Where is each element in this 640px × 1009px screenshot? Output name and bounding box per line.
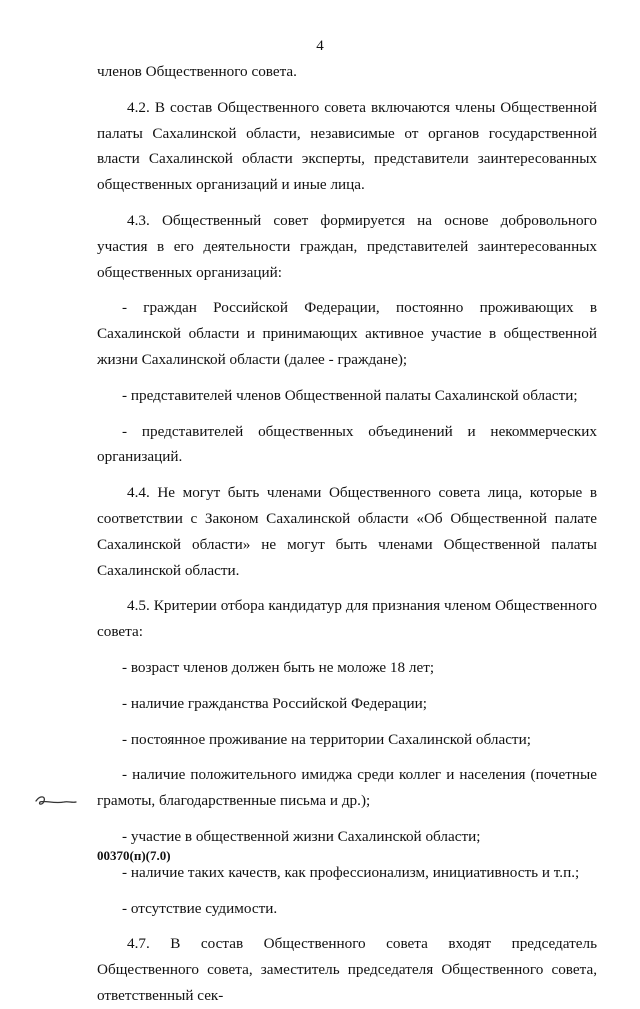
list-item-associations: - представителей общественных объединений и некоммерческих организаций. [97,422,597,466]
paragraph-continuation: членов Общественного совета. [97,63,297,80]
handwritten-margin-mark [34,793,78,809]
paragraph-4-7: 4.7. В состав Общественного совета входят председатель Общественного совета, заместитель председателя Общественного совета, ответственный сек- [97,935,597,1004]
page-number: 4 [316,38,324,54]
document-body [97,59,597,1009]
criteria-residence: - постоянное проживание на территории Сахалинской области; [122,730,531,748]
criteria-image: - наличие положительного имиджа среди коллег и населения (почетные грамоты, благодарственные письма и др.); [97,766,597,810]
paragraph-4-2: 4.2. В состав Общественного совета включаются члены Общественной палаты Сахалинской области, независимые от органов государственной власти Сахалинской области эксперты, представители заинтересованных общественных организаций и иные лица. [97,98,597,194]
criteria-citizenship: - наличие гражданства Российской Федерации; [122,694,427,712]
criteria-qualities: - наличие таких качеств, как профессионализм, инициативность и т.п.; [122,863,580,881]
document-code: 00370(п)(7.0) [97,848,171,863]
criteria-public-life: - участие в общественной жизни Сахалинской области; [122,827,481,845]
criteria-age: - возраст членов должен быть не моложе 18 лет; [122,658,435,676]
list-item-citizens: - граждан Российской Федерации, постоянно проживающих в Сахалинской области и принимающих активное участие в общественной жизни Сахалинской области (далее - граждане); [97,299,597,368]
criteria-no-criminal-record: - отсутствие судимости. [122,899,278,917]
paragraph-4-5: 4.5. Критерии отбора кандидатур для признания членом Общественного совета: [97,597,597,641]
list-item-chamber-members: - представителей членов Общественной палаты Сахалинской области; [122,386,578,404]
paragraph-4-3: 4.3. Общественный совет формируется на основе добровольного участия в его деятельности граждан, представителей заинтересованных общественных организаций: [97,211,597,281]
paragraph-4-4: 4.4. Не могут быть членами Общественного совета лица, которые в соответствии с Законом Сахалинской области «Об Общественной палате Сахалинской области» не могут быть членами Общественной палаты Сахалинской области. [97,484,597,579]
